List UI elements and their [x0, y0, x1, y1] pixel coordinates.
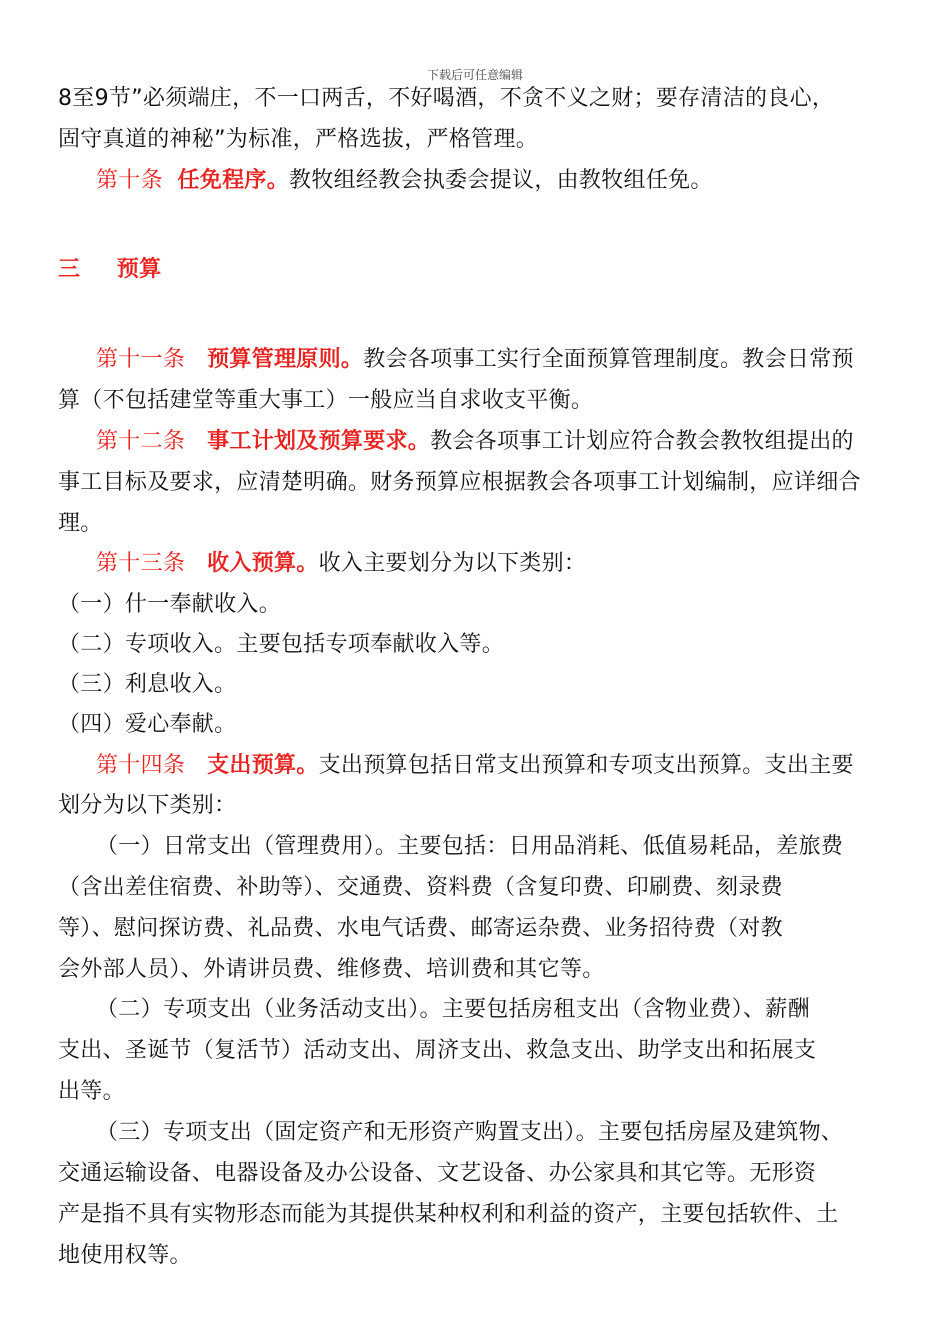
list-item: （四）爱心奉献。 [58, 712, 237, 737]
text-line: （二）专项支出（业务活动支出）。主要包括房租支出（含物业费）、薪酬 [96, 997, 810, 1022]
article-number: 第十三条 [96, 551, 186, 576]
article-text: 教牧组经教会执委会提议，由教牧组任免。 [289, 168, 713, 193]
article-14 [96, 751, 896, 781]
page-header: 下载后可任意编辑 [426, 68, 523, 82]
text-line: 地使用权等。 [58, 1243, 192, 1268]
list-item: （三）利息收入。 [58, 672, 237, 697]
article-13 [96, 549, 896, 579]
article-number: 第十条 [96, 168, 163, 193]
text-line: 会外部人员）、外请讲员费、维修费、培训费和其它等。 [58, 957, 605, 982]
section-number: 三 [58, 257, 81, 282]
section-title: 预算 [116, 257, 162, 282]
text-line: 交通运输设备、电器设备及办公设备、文艺设备、办公家具和其它等。无形资 [58, 1161, 817, 1186]
list-item: （一）什一奉献收入。 [58, 592, 282, 617]
article-text: 教会各项事工实行全面预算管理制度。教会日常预 [363, 347, 854, 372]
text-line: 事工目标及要求，应清楚明确。财务预算应根据教会各项事工计划编制，应详细合 [58, 470, 861, 495]
text-line: 8至9节”必须端庄，不一口两舌，不好喝酒，不贪不义之财；要存清洁的良心， [58, 86, 835, 111]
article-number: 第十一条 [96, 347, 186, 372]
article-text: 教会各项事工计划应符合教会教牧组提出的 [430, 429, 854, 454]
section-heading [58, 255, 898, 285]
text-line: 理。 [58, 511, 103, 536]
text-line: （一）日常支出（管理费用）。主要包括：日用品消耗、低值易耗品，差旅费 [96, 834, 844, 859]
article-title: 收入预算。 [207, 551, 319, 576]
article-10 [96, 166, 896, 196]
text-line: 划分为以下类别： [58, 793, 237, 818]
text-line: 等）、慰问探访费、礼品费、水电气话费、邮寄运杂费、业务招待费（对教 [58, 916, 783, 941]
article-title: 预算管理原则。 [207, 347, 364, 372]
article-title: 支出预算。 [207, 753, 319, 778]
text-line: （三）专项支出（固定资产和无形资产购置支出）。主要包括房屋及建筑物、 [96, 1120, 844, 1145]
text-line: 支出、圣诞节（复活节）活动支出、周济支出、救急支出、助学支出和拓展支 [58, 1038, 817, 1063]
text-line: 固守真道的神秘”为标准，严格选拔，严格管理。 [58, 127, 538, 152]
article-number: 第十二条 [96, 429, 186, 454]
article-number: 第十四条 [96, 753, 186, 778]
article-title: 任免程序。 [177, 168, 290, 193]
text-line: 产是指不具有实物形态而能为其提供某种权利和利益的资产，主要包括软件、土 [58, 1202, 839, 1227]
text-line: 算（不包括建堂等重大事工）一般应当自求收支平衡。 [58, 388, 594, 413]
article-12 [96, 427, 896, 457]
article-title: 事工计划及预算要求。 [207, 429, 431, 454]
list-item: （二）专项收入。主要包括专项奉献收入等。 [58, 632, 505, 657]
article-11 [96, 345, 896, 375]
text-line: 出等。 [58, 1079, 125, 1104]
article-text: 支出预算包括日常支出预算和专项支出预算。支出主要 [318, 753, 854, 778]
text-line: （含出差住宿费、补助等）、交通费、资料费（含复印费、印刷费、刻录费 [58, 875, 783, 900]
article-text: 收入主要划分为以下类别： [318, 551, 587, 576]
